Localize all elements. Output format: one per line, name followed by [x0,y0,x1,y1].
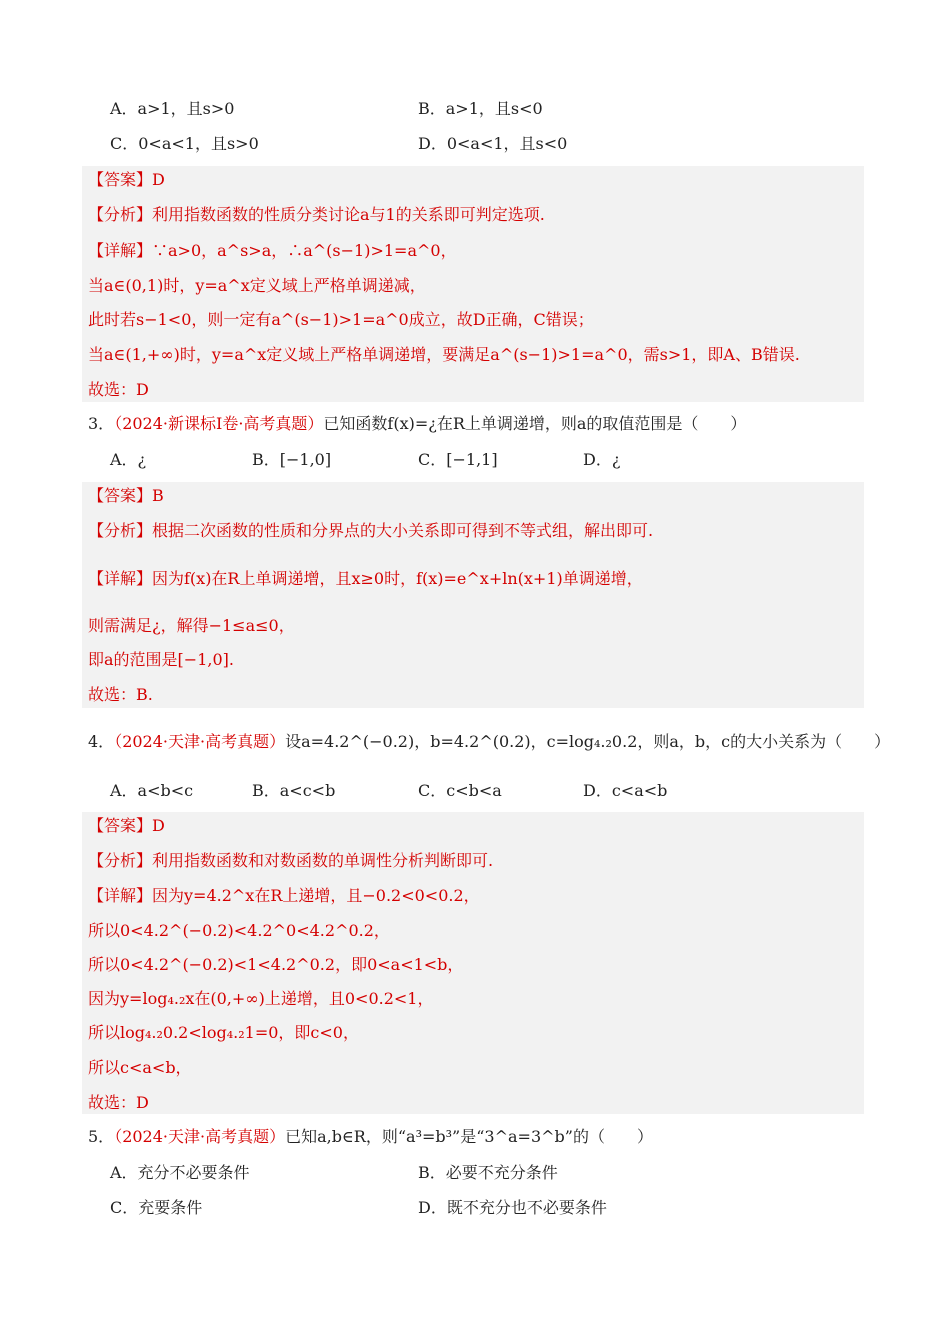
q3-option-d: D．¿ [583,450,621,469]
q3-option-b: B．[−1,0] [252,450,332,469]
q3-option-c: C．[−1,1] [418,450,498,469]
q3-choice: 故选：B. [88,685,153,704]
q4-analysis: 【分析】利用指数函数和对数函数的单调性分析判断即可. [88,851,494,870]
q3-detail-1: 【详解】因为f(x)在R上单调递增，且x≥0时，f(x)=e^x+ln(x+1)单调递增， [88,569,643,588]
q4-option-d: D．c<a<b [583,781,668,800]
q5-option-a: A．充分不必要条件 [110,1163,250,1182]
q3-analysis: 【分析】根据二次函数的性质和分界点的大小关系即可得到不等式组，解出即可. [88,521,654,540]
q5-option-c: C．充要条件 [110,1198,203,1217]
q5-number: 5． [88,1127,115,1146]
q2-detail-4: 当a∈(1,+∞)时，y=a^x定义域上严格单调递增，要满足a^(s−1)>1=a^0，需s>1，即A、B错误. [88,345,800,364]
q3-option-a: A．¿ [110,450,147,469]
q2-option-b: B．a>1，且s<0 [418,99,543,118]
q4-option-b: B．a<c<b [252,781,336,800]
q4-option-c: C．c<b<a [418,781,502,800]
q3-stem-line [88,413,746,435]
q4-choice: 故选：D [88,1093,149,1112]
q2-option-d: D．0<a<1，且s<0 [418,134,568,153]
q4-number: 4． [88,732,115,751]
q4-detail-5: 所以log₄.₂0.2<log₄.₂1=0，即c<0， [88,1023,359,1042]
q4-option-a: A．a<b<c [110,781,194,800]
q2-detail-2: 当a∈(0,1)时，y=a^x定义域上严格单调递减， [88,276,426,295]
q5-stem: 已知a,b∈R，则“a³=b³”是“3^a=3^b”的（ ） [285,1127,653,1146]
q3-stem: 已知函数f(x)=¿在R上单调递增，则a的取值范围是（ ） [323,414,747,433]
q3-detail-2: 则需满足¿，解得−1≤a≤0， [88,616,295,635]
q5-option-d: D．既不充分也不必要条件 [418,1198,607,1217]
q2-analysis: 【分析】利用指数函数的性质分类讨论a与1的关系即可判定选项. [88,205,545,224]
q5-option-b: B．必要不充分条件 [418,1163,558,1182]
q3-source: （2024·新课标Ⅰ卷·高考真题） [114,414,324,433]
q2-answer: 【答案】D [88,170,165,189]
q4-stem-line [88,731,890,753]
q3-number: 3． [88,414,115,433]
q3-detail-3: 即a的范围是[−1,0]. [88,650,234,669]
q4-source: （2024·天津·高考真题） [114,732,286,751]
q2-option-c: C．0<a<1，且s>0 [110,134,259,153]
q4-detail-1: 【详解】因为y=4.2^x在R上递增，且−0.2<0<0.2， [88,886,480,905]
q5-source: （2024·天津·高考真题） [114,1127,286,1146]
q4-detail-4: 因为y=log₄.₂x在(0,+∞)上递增，且0<0.2<1， [88,989,434,1008]
answer-block-q3 [82,482,864,708]
q4-answer: 【答案】D [88,816,165,835]
q4-stem: 设a=4.2^(−0.2)，b=4.2^(0.2)，c=log₄.₂0.2，则a，b，c的大小关系为（ ） [285,732,891,751]
q2-option-a: A．a>1，且s>0 [110,99,235,118]
q2-detail-3: 此时若s−1<0，则一定有a^(s−1)>1=a^0成立，故D正确，C错误； [88,310,594,329]
q5-stem-line [88,1126,653,1148]
q4-detail-2: 所以0<4.2^(−0.2)<4.2^0<4.2^0.2， [88,921,390,940]
q3-answer: 【答案】B [88,486,164,505]
q2-choice: 故选：D [88,380,149,399]
q4-detail-6: 所以c<a<b， [88,1058,192,1077]
q2-detail-1: 【详解】∵a>0，a^s>a，∴a^(s−1)>1=a^0， [88,241,457,260]
q4-detail-3: 所以0<4.2^(−0.2)<1<4.2^0.2，即0<a<1<b， [88,955,464,974]
